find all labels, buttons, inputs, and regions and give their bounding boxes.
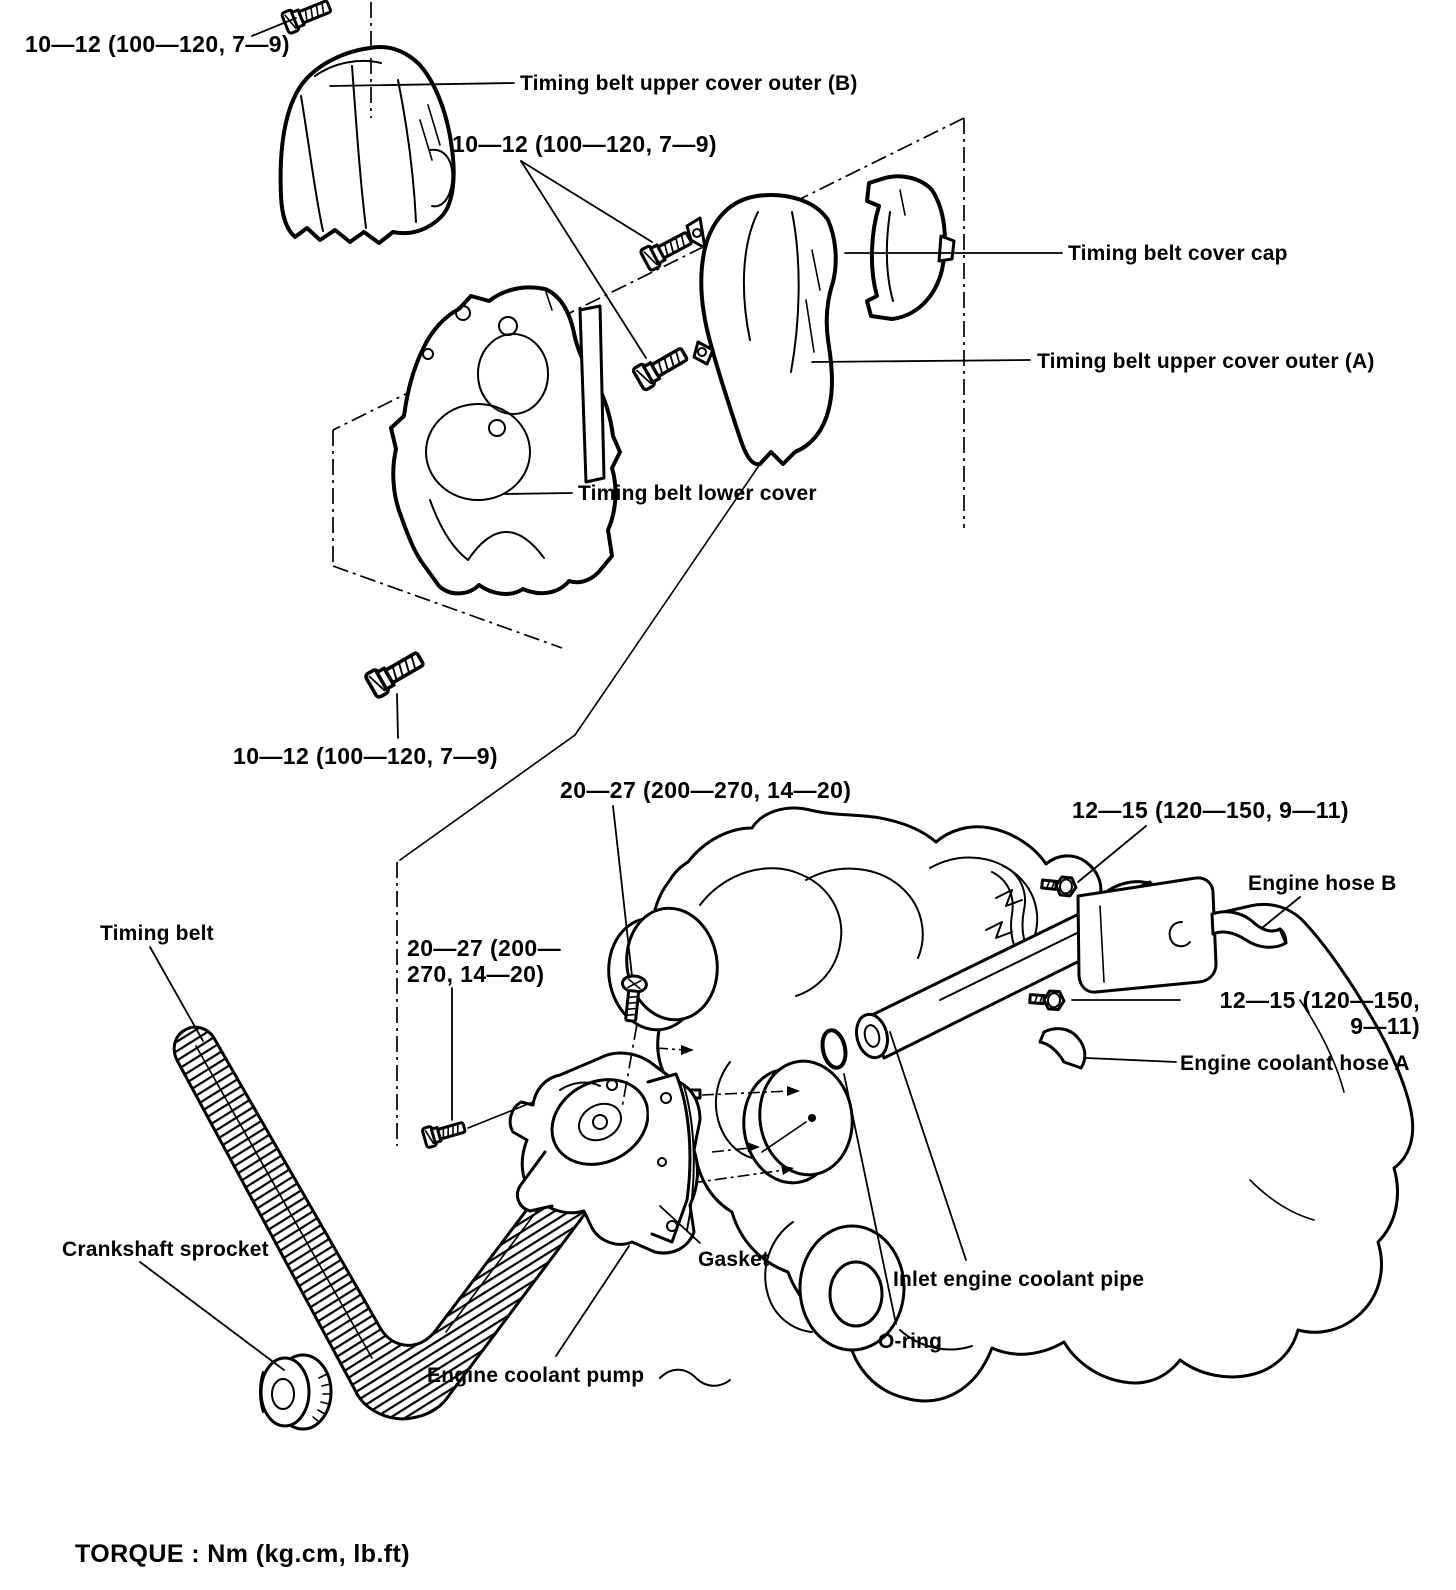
torque-label-coolant-pipe-top: 12—15 (120—150, 9—11) xyxy=(1072,797,1349,823)
torque-label-coolant-pipe-right-line1: 12—15 (120—150, xyxy=(1219,987,1420,1013)
part-label-engine-coolant-pump: Engine coolant pump xyxy=(427,1364,645,1387)
upper-assembly xyxy=(281,0,954,698)
torque-label-upper-covers-bolts: 10—12 (100—120, 7—9) xyxy=(452,131,717,157)
part-label-inlet-engine-coolant-pipe: Inlet engine coolant pipe xyxy=(893,1268,1145,1291)
crankshaft-sprocket-drawing xyxy=(260,1355,331,1429)
lower-assembly xyxy=(174,808,1412,1429)
engine-block-drawing xyxy=(601,808,1413,1401)
timing-belt-lower-cover-drawing xyxy=(391,287,620,594)
timing-belt-cover-cap-drawing xyxy=(867,176,954,319)
part-label-engine-coolant-hose-a: Engine coolant hose A xyxy=(1180,1052,1410,1075)
part-label-cover-cap: Timing belt cover cap xyxy=(1068,242,1288,265)
part-label-crankshaft-sprocket: Crankshaft sprocket xyxy=(62,1238,269,1261)
bolt-icon xyxy=(365,647,427,698)
torque-label-coolant-pipe-right-line2: 9—11) xyxy=(1350,1013,1420,1039)
timing-belt-upper-cover-a-drawing xyxy=(687,195,836,464)
timing-belt-upper-cover-b-drawing xyxy=(281,47,454,243)
timing-belt-drawing xyxy=(174,1027,595,1419)
part-label-lower-cover: Timing belt lower cover xyxy=(578,482,817,505)
torque-label-upper-cover-b-bolt: 10—12 (100—120, 7—9) xyxy=(25,31,290,57)
part-label-engine-hose-b: Engine hose B xyxy=(1248,872,1397,895)
part-label-o-ring: O-ring xyxy=(878,1330,943,1353)
torque-label-pump-mount-line2: 270, 14—20) xyxy=(407,961,545,987)
part-label-upper-cover-b: Timing belt upper cover outer (B) xyxy=(520,72,858,95)
bolt-icon xyxy=(422,1117,467,1148)
part-label-upper-cover-a: Timing belt upper cover outer (A) xyxy=(1037,350,1375,373)
part-label-timing-belt: Timing belt xyxy=(100,922,214,945)
torque-label-pump-mount-line1: 20—27 (200— xyxy=(407,935,561,961)
bolt-icon xyxy=(281,0,333,34)
torque-label-lower-cover-bolt: 10—12 (100—120, 7—9) xyxy=(233,743,498,769)
torque-units-note: TORQUE : Nm (kg.cm, lb.ft) xyxy=(75,1540,410,1568)
torque-label-pump-pulley-bolt: 20—27 (200—270, 14—20) xyxy=(560,777,852,803)
part-label-gasket: Gasket xyxy=(698,1248,770,1271)
